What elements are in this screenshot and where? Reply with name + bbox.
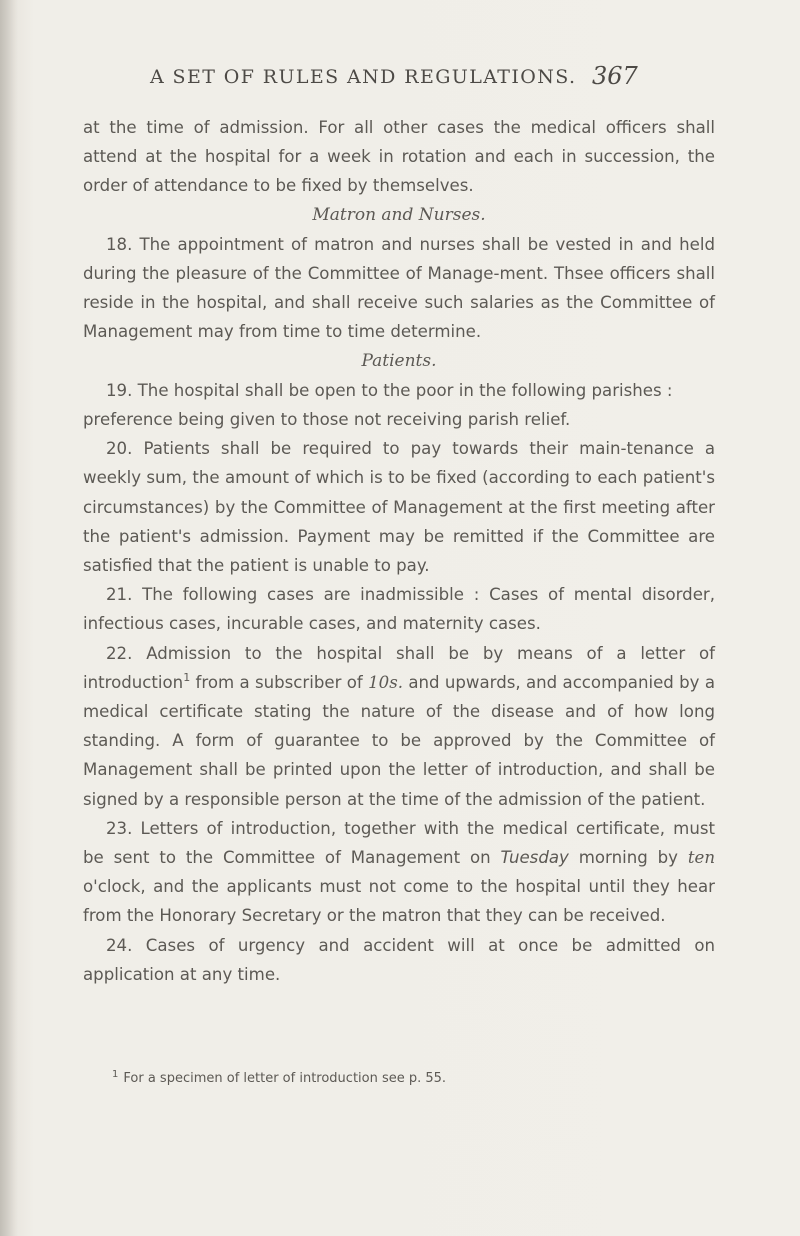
- rule-22-text-b: from a subscriber of: [190, 672, 369, 692]
- intro-paragraph: at the time of admission. For all other cases the medical officers shall attend at the hospital for a week in rotation and each in succession, the order of attendance to be fixed by themselves.: [83, 118, 715, 196]
- rule-23-text-a: 23. Letters of introduction, together with the medical certificate, must be sent to the Committee of Management on: [83, 818, 715, 868]
- footnote: [112, 1069, 712, 1086]
- footnote-mark: 1: [112, 1069, 119, 1080]
- binding-shadow: [0, 0, 18, 1236]
- rule-23-text-c: o'clock, and the applicants must not come to the hospital until they hear from the Honorary Secretary or the matron that they can be received.: [83, 877, 715, 926]
- rule-22-text-a: 22. Admission to the hospital shall be by means of a letter of introduction: [83, 643, 715, 692]
- rule-23: [83, 814, 715, 931]
- rule-22: [83, 639, 715, 814]
- rule-20: 20. Patients shall be required to pay towards their main-tenance a weekly sum, the amount of which is to be fixed (according to each patient's circumstances) by the Committee of Management at the first meeting after the patient's admission. Payment may be remitted if the Committee are satisfied that the patient is unable to pay.: [83, 439, 715, 576]
- footnote-text: For a specimen of letter of introduction see p. 55.: [123, 1071, 447, 1086]
- rule-23-day: Tuesday: [500, 848, 569, 868]
- running-title: A SET OF RULES AND REGULATIONS.: [150, 66, 577, 88]
- section-title-matron: Matron and Nurses.: [312, 204, 486, 225]
- rule-23-hour: ten: [687, 848, 716, 868]
- rule-22-text-c: and upwards, and accompanied by a medical certificate stating the nature of the disease and of how long standing. A form of guarantee to be approved by the Committee of Management shall be printed upon the letter of introduction, and shall be signed by a responsible person at the time of the admission of the patient.: [83, 672, 715, 809]
- rule-18: 18. The appointment of matron and nurses shall be vested in and held during the pleasure of the Committee of Manage-ment. Thsee officers shall reside in the hospital, and shall receive such salaries as the Committee of Management may from time to time determine.: [83, 234, 715, 342]
- rule-23-text-b: morning by: [568, 848, 688, 868]
- rule-24: 24. Cases of urgency and accident will at once be admitted on application at any time.: [83, 935, 715, 984]
- rule-19: 19. The hospital shall be open to the poor in the following parishes :: [106, 380, 673, 400]
- body-text: [83, 113, 715, 989]
- subscription-amount: 10s.: [368, 672, 403, 692]
- rule-21: 21. The following cases are inadmissible : Cases of mental disorder, infectious cases, incurable cases, and maternity cases.: [83, 585, 715, 634]
- footnote-reference[interactable]: 1: [183, 670, 191, 684]
- rule-19-continuation: preference being given to those not receiving parish relief.: [83, 410, 571, 430]
- page-number: 367: [592, 62, 638, 90]
- section-title-patients: Patients.: [361, 350, 437, 371]
